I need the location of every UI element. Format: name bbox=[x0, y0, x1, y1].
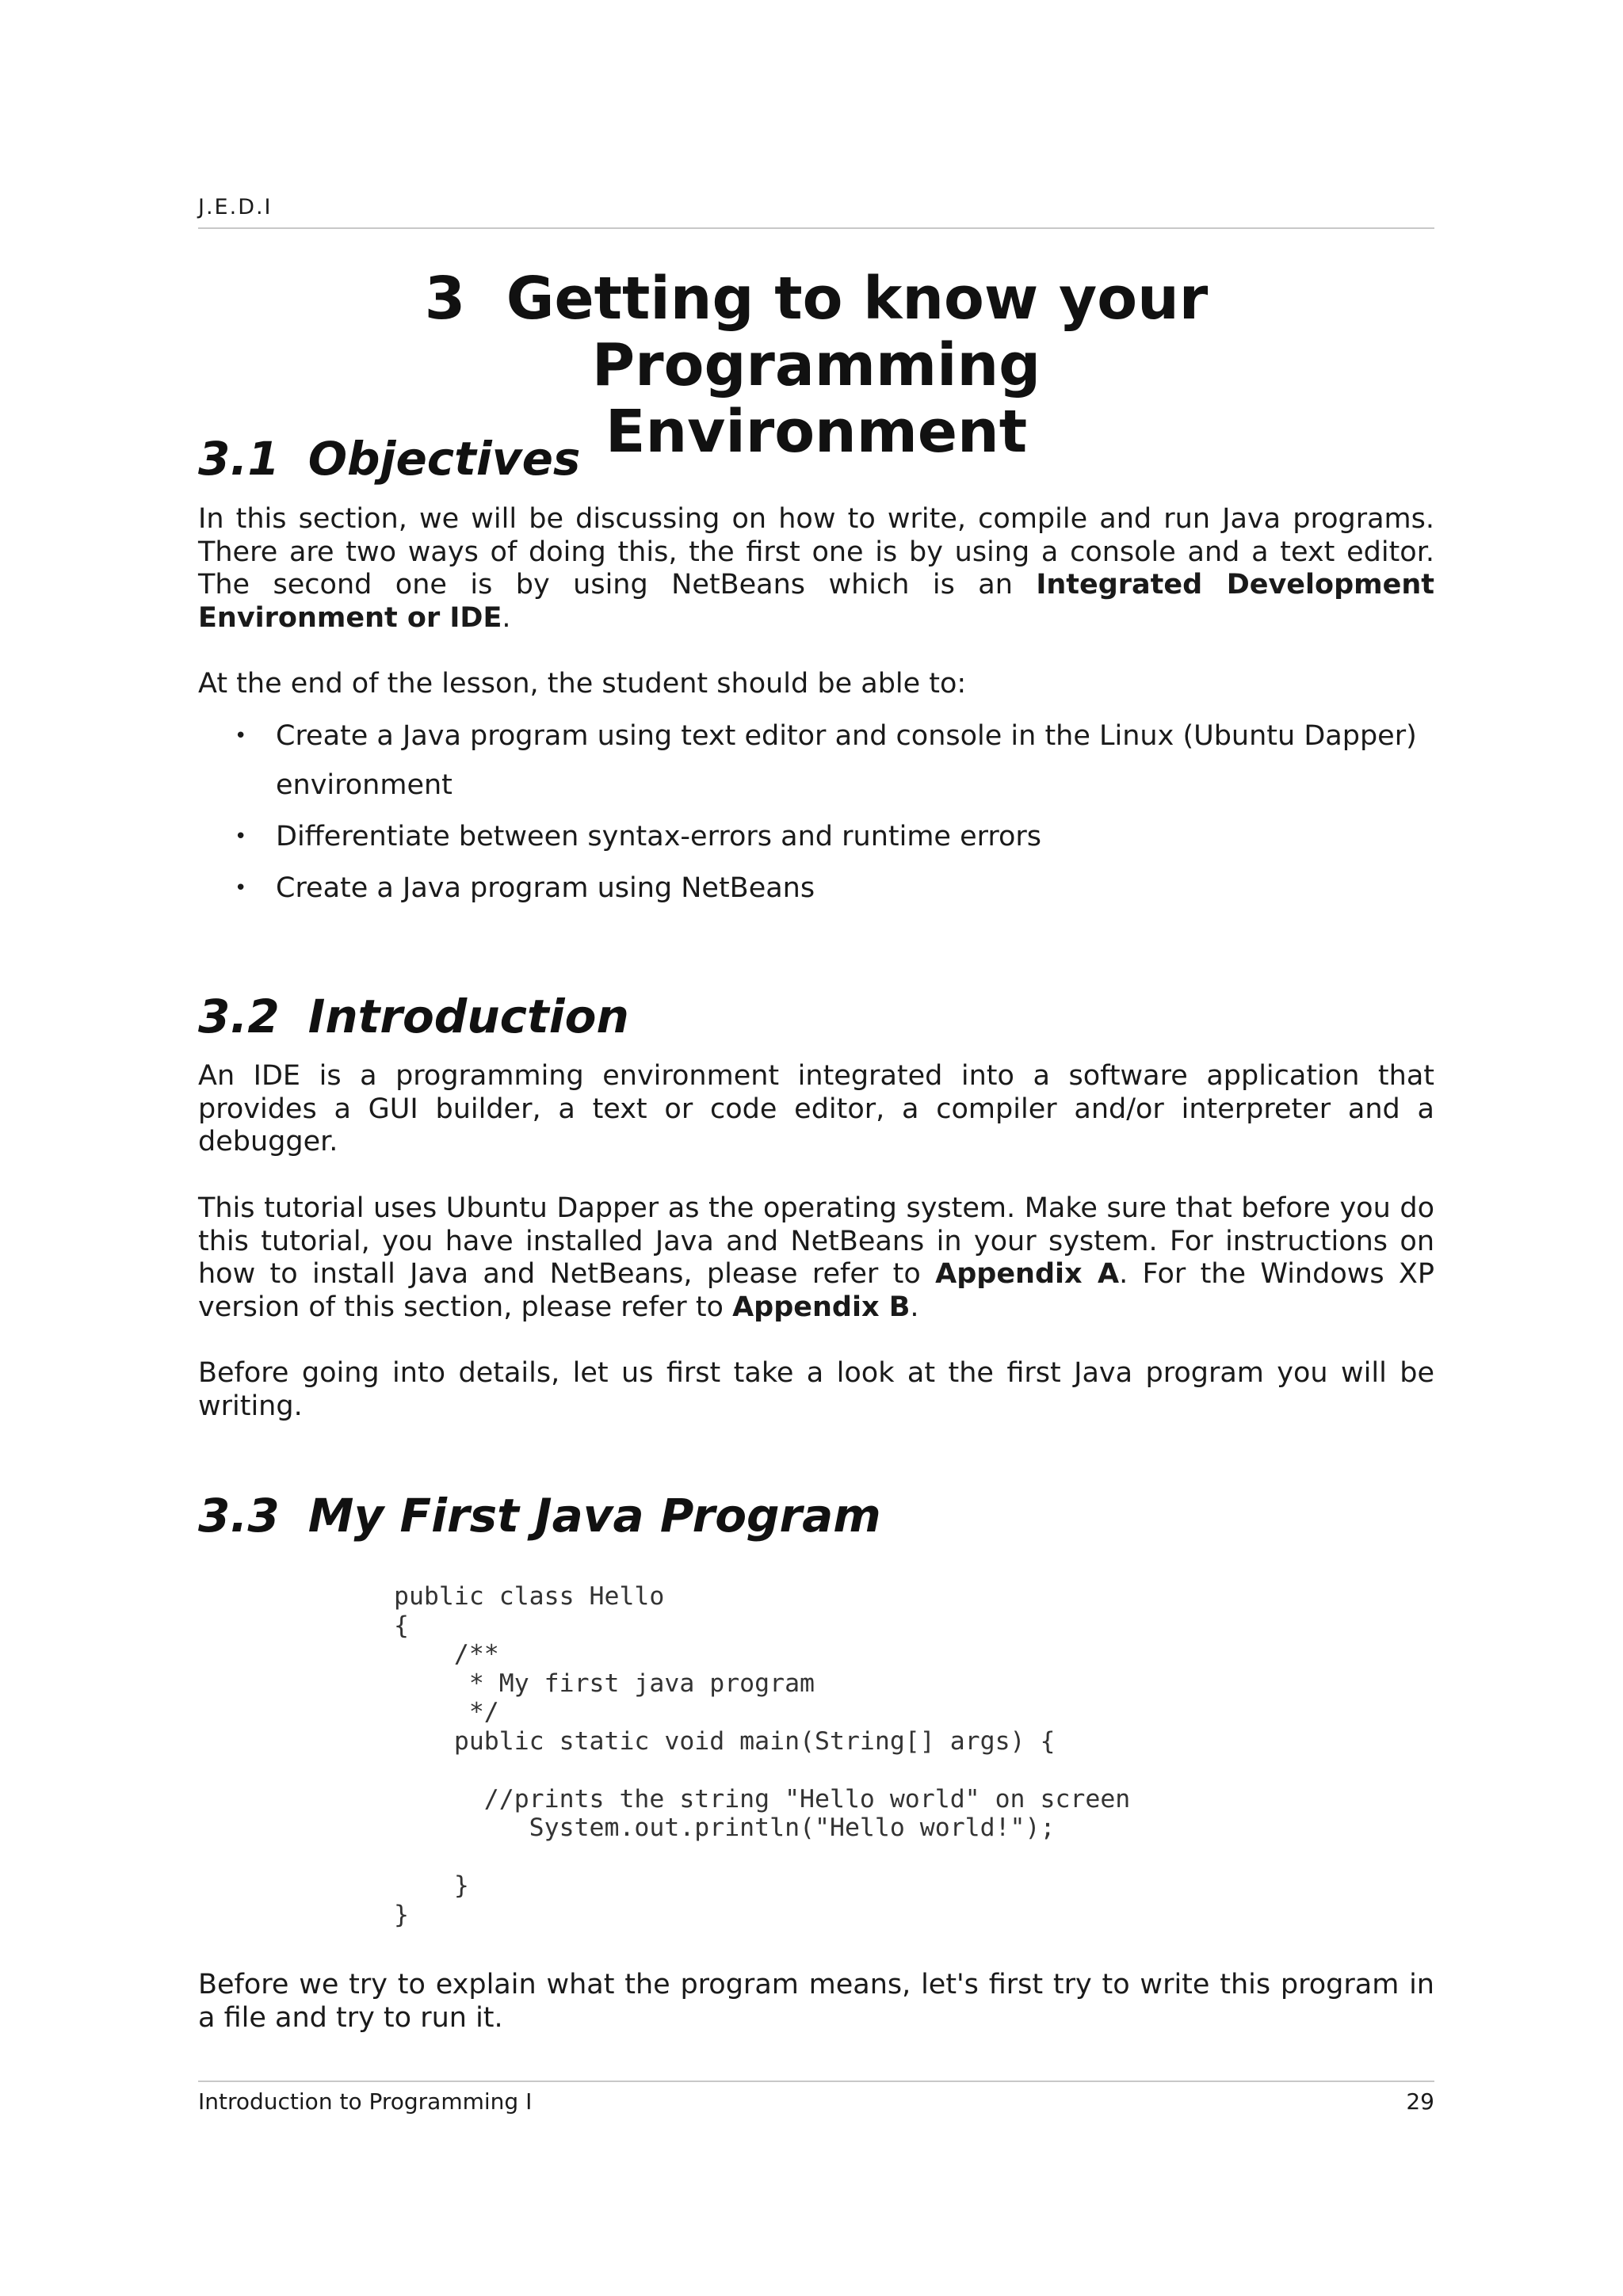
paragraph-text-end: . bbox=[910, 1291, 919, 1323]
list-item-text: Create a Java program using NetBeans bbox=[276, 872, 815, 904]
objectives-bullet-list bbox=[198, 711, 1434, 915]
paragraph-text-end: . bbox=[502, 601, 511, 634]
bullet-icon: • bbox=[235, 724, 247, 748]
section-number: 3.3 bbox=[198, 1489, 280, 1543]
bullet-icon: • bbox=[235, 825, 247, 849]
introduction-paragraph-3: Before going into details, let us first take a look at the first Java program you will be writing. bbox=[198, 1357, 1434, 1422]
chapter-title-line-2: Environment bbox=[605, 398, 1028, 466]
paragraph-text: . For the Windows XP version of this section, please refer to bbox=[198, 1258, 1435, 1323]
introduction-paragraph-1: An IDE is a programming environment integrated into a software application that provides a GUI builder, a text or code editor, a compiler and/or interpreter and a debugger. bbox=[198, 1060, 1434, 1158]
page-number: 29 bbox=[1406, 2088, 1434, 2115]
section-title-text: Objectives bbox=[307, 432, 581, 486]
chapter-title-text-1: Getting to know your Programming bbox=[506, 265, 1209, 399]
chapter-number: 3 bbox=[424, 265, 466, 333]
section-heading-introduction bbox=[198, 990, 1434, 1043]
bullet-icon: • bbox=[235, 876, 247, 900]
paragraph-text: This tutorial uses Ubuntu Dapper as the operating system. Make sure that before you do this tutorial, you have installed Java and NetBeans in your system. For instructions on how to install Java and NetBeans, please refer to bbox=[198, 1192, 1434, 1290]
list-item-text: Differentiate between syntax-errors and runtime errors bbox=[276, 821, 1042, 852]
objectives-paragraph-1 bbox=[198, 503, 1434, 635]
section-number: 3.2 bbox=[198, 990, 280, 1043]
section-title-text: My First Java Program bbox=[307, 1489, 881, 1543]
section-heading-objectives bbox=[198, 433, 1434, 485]
introduction-paragraph-2 bbox=[198, 1192, 1434, 1324]
header-divider bbox=[198, 227, 1434, 229]
objectives-paragraph-2: At the end of the lesson, the student should be able to: bbox=[198, 668, 967, 700]
chapter-title-line-1 bbox=[198, 265, 1434, 399]
paragraph-text: In this section, we will be discussing on how to write, compile and run Java programs. There are two ways of doing this, the first one is by using a console and a text editor. The second one is by using NetBeans which is an bbox=[198, 503, 1434, 601]
code-listing: public class Hello { /** * My first java program */ public static void main(String[] args) { //prints the string "Hello world" on screen System.out.println("Hello world!"); } } bbox=[394, 1582, 1131, 1929]
bold-term-ide: Integrated Development Environment or IDE bbox=[198, 569, 1434, 634]
footer-title: Introduction to Programming I bbox=[198, 2088, 533, 2115]
section-number: 3.1 bbox=[198, 432, 280, 486]
running-header: J.E.D.I bbox=[198, 195, 273, 219]
list-item-text: Create a Java program using text editor and console in the Linux (Ubuntu Dapper) environment bbox=[276, 720, 1417, 801]
list-item bbox=[198, 812, 1434, 861]
section-title-text: Introduction bbox=[307, 990, 629, 1043]
list-item bbox=[198, 864, 1434, 913]
bold-appendix-b: Appendix B bbox=[732, 1291, 911, 1323]
after-code-paragraph: Before we try to explain what the program means, let's first try to write this program in a file and try to run it. bbox=[198, 1969, 1434, 2034]
list-item bbox=[198, 711, 1434, 810]
bold-appendix-a: Appendix A bbox=[935, 1258, 1120, 1290]
section-heading-first-program bbox=[198, 1489, 1434, 1542]
footer-divider bbox=[198, 2081, 1434, 2082]
